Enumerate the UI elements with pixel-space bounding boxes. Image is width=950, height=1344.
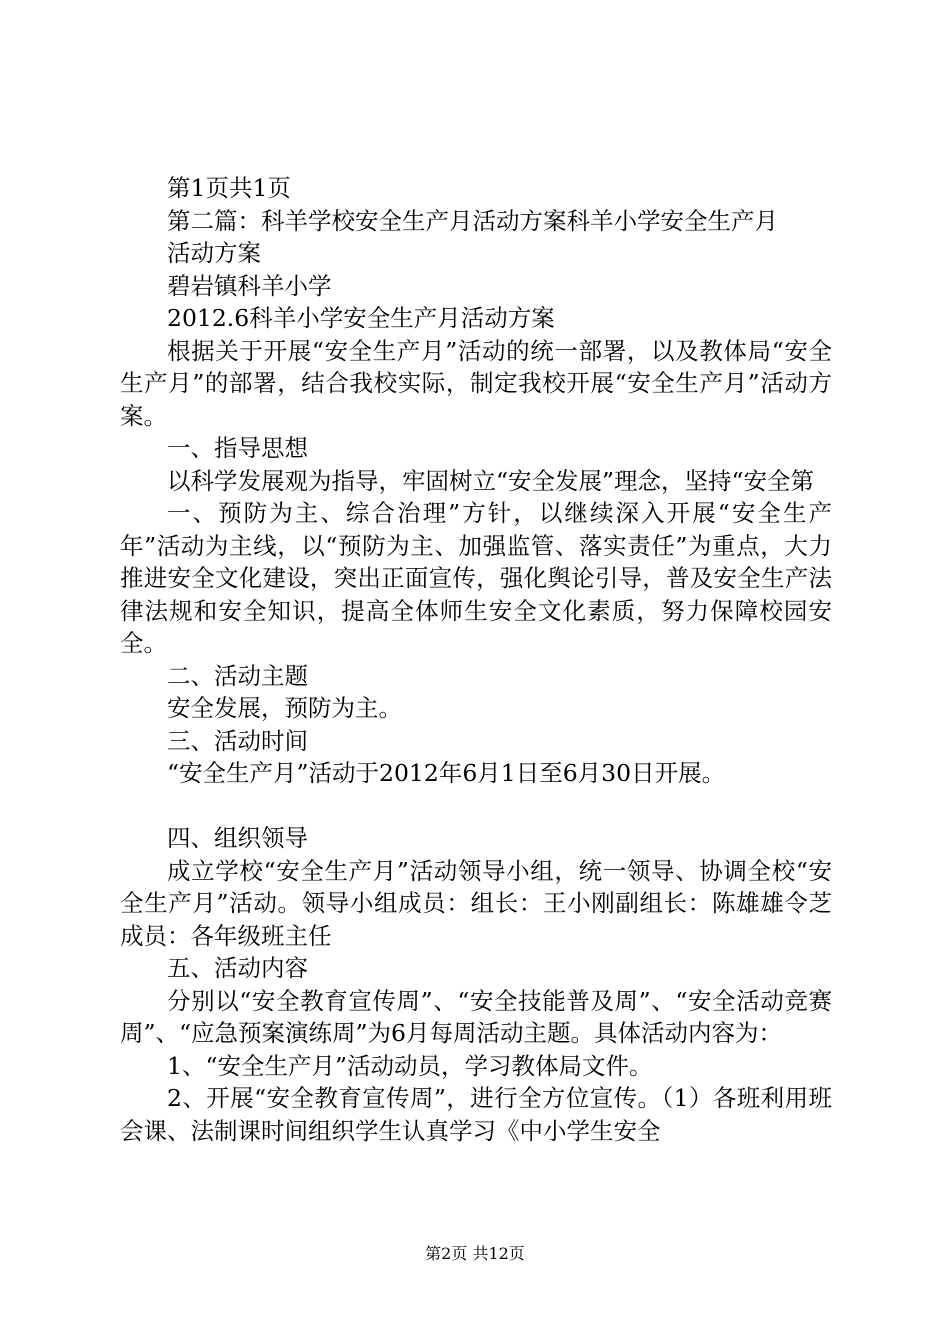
plan-title: 2012.6科羊小学安全生产月活动方案 bbox=[167, 304, 555, 332]
school-name: 碧岩镇科羊小学 bbox=[167, 271, 332, 300]
activity-time-paragraph: “安全生产月”活动于2012年6月1日至6月30日开展。 bbox=[167, 759, 726, 787]
heading-guiding-ideology: 一、指导思想 bbox=[167, 434, 308, 462]
heading-activity-content: 五、活动内容 bbox=[167, 954, 308, 982]
guiding-ideology-paragraph: 以科学发展观为指导，牢固树立“安全发展”理念，坚持“安全第 bbox=[167, 466, 815, 495]
heading-activity-time: 三、活动时间 bbox=[167, 726, 308, 755]
intro-paragraph: 根据关于开展“安全生产月”活动的统一部署，以及教体局“安全生产月”的部署，结合我校实际，制定我校开展“安全生产月”活动方案。 bbox=[120, 336, 832, 430]
organization-paragraph: 成立学校“安全生产月”活动领导小组，统一领导、协调全校“安全生产月”活动。领导小组成员：组长：王小刚副组长：陈雄雄令芝成员：各年级班主任 bbox=[120, 856, 832, 950]
blank-line bbox=[120, 790, 832, 823]
section-title: 第二篇：科羊学校安全生产月活动方案科羊小学安全生产月 bbox=[167, 206, 778, 235]
section-title-continued: 活动方案 bbox=[167, 239, 261, 267]
activity-item-1: 1、“安全生产月”活动动员，学习教体局文件。 bbox=[167, 1051, 653, 1080]
page-marker-text: 第1页共1页 bbox=[167, 174, 291, 202]
guiding-ideology-continued: 一、预防为主、综合治理”方针，以继续深入开展“安全生产年”活动为主线，以“预防为主、加强监管、落实责任”为重点，大力推进安全文化建设，突出正面宣传，强化舆论引导，普及安全生产法律法规和安全知识，提高全体师生安全文化素质，努力保障校园安全。 bbox=[120, 499, 832, 657]
heading-activity-theme: 二、活动主题 bbox=[167, 661, 308, 690]
activity-content-paragraph: 分别以“安全教育宣传周”、“安全技能普及周”、“安全活动竞赛周”、“应急预案演练周”为6月每周活动主题。具体活动内容为： bbox=[120, 986, 832, 1047]
heading-organization: 四、组织领导 bbox=[167, 824, 308, 852]
page-footer: 第2页 共12页 bbox=[425, 1244, 525, 1263]
document-body bbox=[120, 172, 832, 1147]
activity-item-2: 2、开展“安全教育宣传周”，进行全方位宣传。（1）各班利用班会课、法制课时间组织学生认真学习《中小学生安全 bbox=[120, 1084, 832, 1145]
activity-theme-paragraph: 安全发展，预防为主。 bbox=[167, 694, 402, 722]
